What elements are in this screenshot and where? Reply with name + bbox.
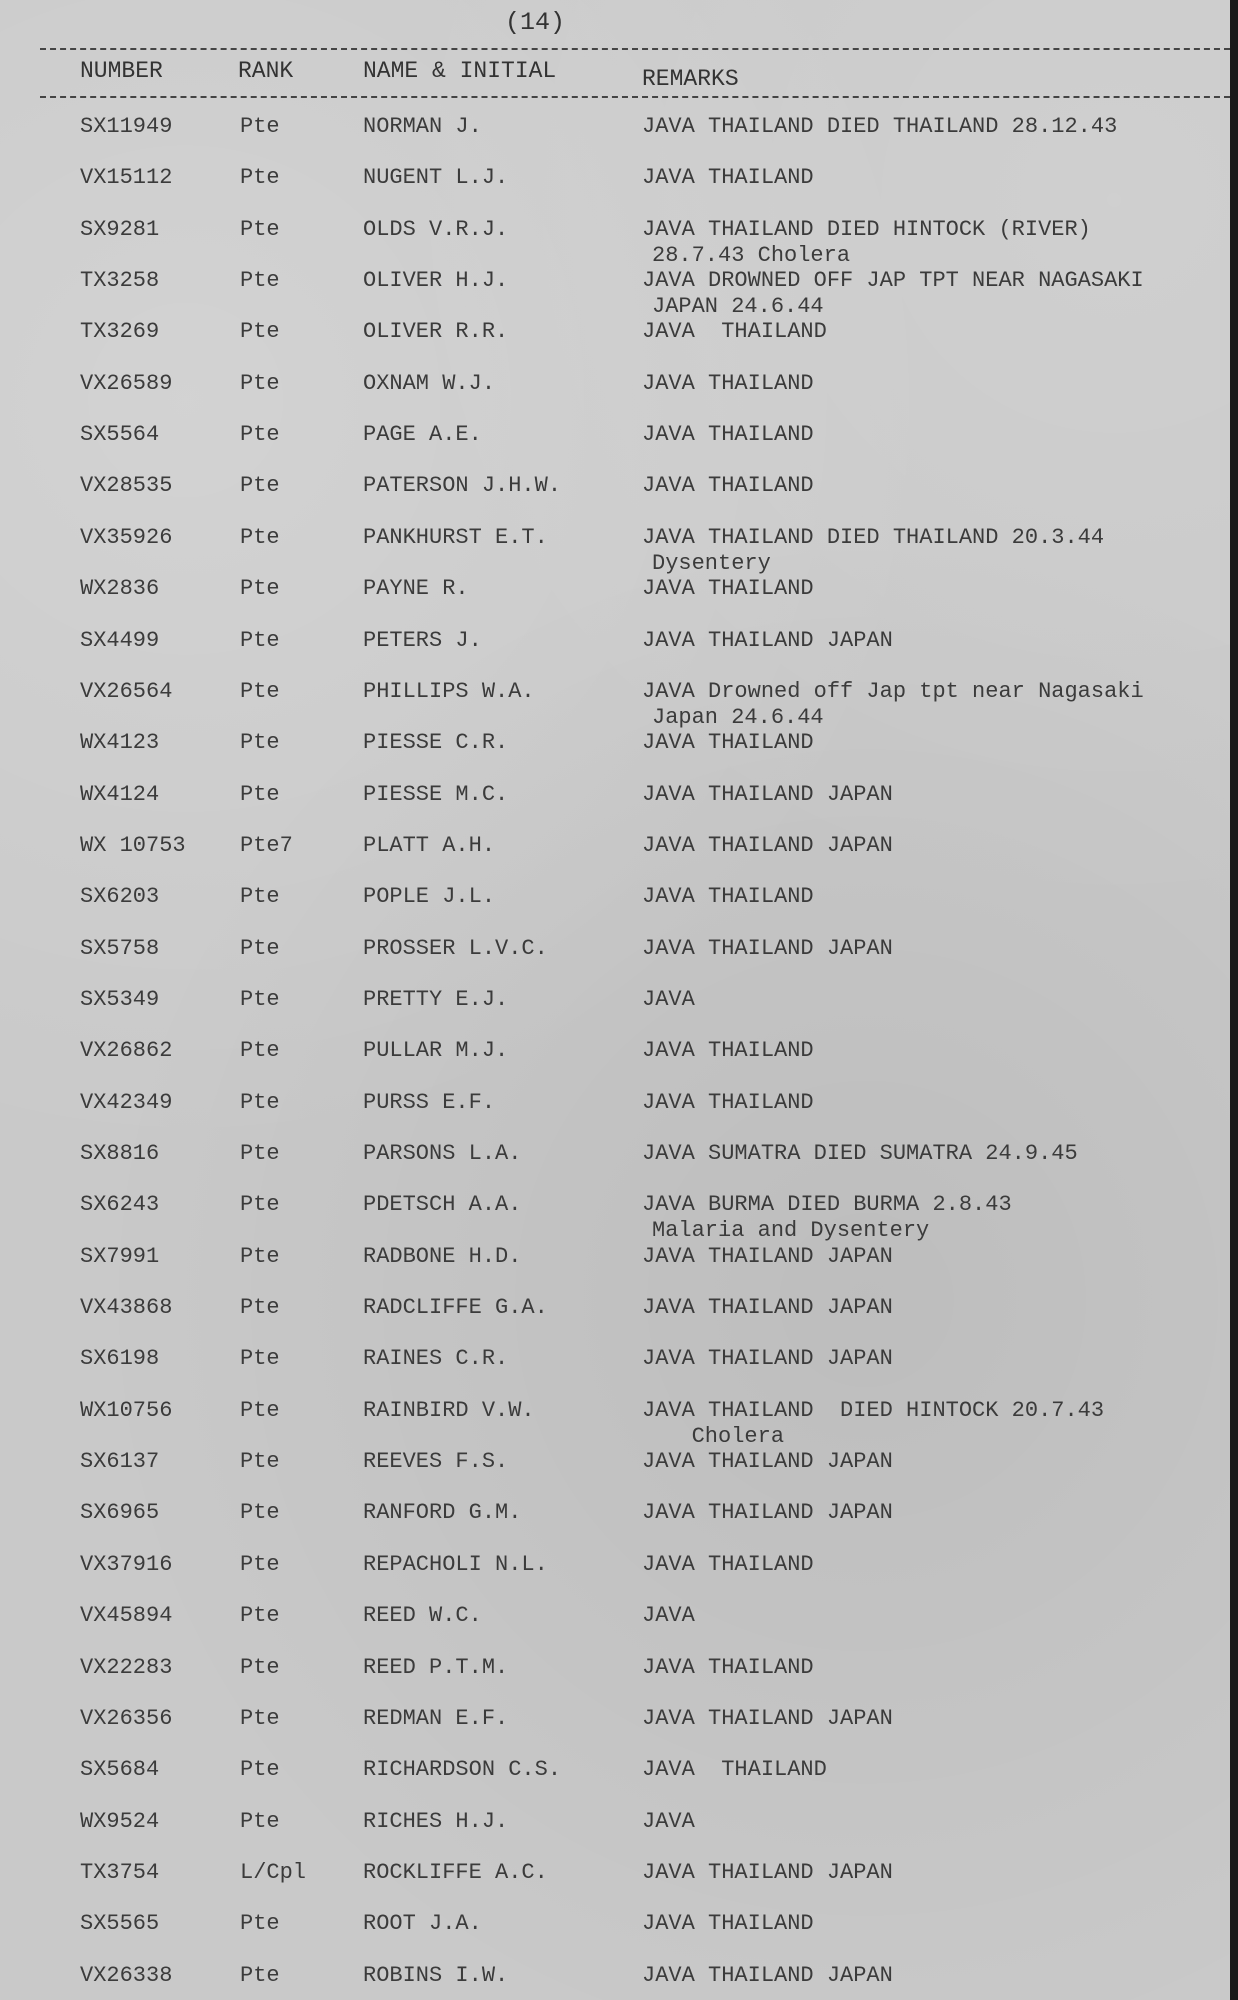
row-rank: Pte: [240, 1962, 280, 1988]
row-number: SX6965: [80, 1500, 160, 1526]
table-row: [0, 884, 1238, 934]
row-number: SX8816: [80, 1141, 160, 1166]
row-number: VX26356: [80, 1705, 173, 1731]
row-number: VX15112: [80, 165, 173, 191]
row-remarks: JAVA THAILAND: [642, 730, 814, 756]
row-remarks-continued: Cholera: [652, 1423, 785, 1449]
row-name: PHILLIPS W.A.: [363, 678, 535, 704]
table-row: [0, 576, 1238, 626]
row-rank: Pte: [240, 1705, 280, 1731]
row-remarks: JAVA: [642, 1808, 695, 1834]
header-rank: RANK: [238, 58, 294, 84]
row-name: PROSSER L.V.C.: [363, 935, 548, 961]
row-remarks: JAVA THAILAND: [642, 1038, 814, 1064]
row-number: SX6243: [80, 1192, 160, 1218]
table-row: [0, 473, 1238, 523]
row-name: RADCLIFFE G.A.: [363, 1295, 548, 1321]
row-rank: Pte: [240, 268, 280, 294]
row-number: SX7991: [80, 1243, 160, 1269]
table-row: [0, 1244, 1238, 1294]
row-remarks: JAVA: [642, 1603, 695, 1629]
row-number: SX6198: [80, 1346, 160, 1372]
row-number: WX4124: [80, 781, 160, 807]
table-row: [0, 1706, 1238, 1756]
row-remarks: JAVA THAILAND: [642, 884, 814, 910]
row-rank: Pte: [240, 1192, 280, 1218]
row-number: WX4123: [80, 730, 160, 756]
row-rank: Pte: [240, 935, 280, 961]
row-number: VX28535: [80, 473, 173, 499]
table-row: [0, 987, 1238, 1037]
row-name: REEVES F.S.: [363, 1449, 509, 1475]
row-rank: Pte: [240, 114, 280, 139]
table-row: [0, 1090, 1238, 1140]
row-rank: Pte: [240, 986, 280, 1012]
row-rank: Pte: [240, 473, 280, 499]
row-name: OLIVER R.R.: [363, 319, 509, 345]
table-row: [0, 165, 1238, 215]
row-remarks: JAVA DROWNED OFF JAP TPT NEAR NAGASAKI: [642, 268, 1144, 294]
table-row: [0, 268, 1238, 318]
row-number: SX11949: [80, 114, 173, 139]
row-name: RAINES C.R.: [363, 1346, 509, 1372]
row-number: TX3258: [80, 268, 160, 294]
row-rank: Pte7: [240, 832, 293, 858]
row-remarks: JAVA THAILAND DIED HINTOCK (RIVER): [642, 216, 1091, 242]
row-remarks: JAVA Drowned off Jap tpt near Nagasaki: [642, 678, 1144, 704]
row-remarks: JAVA THAILAND: [642, 576, 814, 602]
row-remarks-continued: Malaria and Dysentery: [652, 1218, 930, 1244]
row-number: SX5684: [80, 1757, 160, 1783]
table-row: [0, 217, 1238, 267]
row-rank: Pte: [240, 884, 280, 910]
table-row: [0, 1860, 1238, 1910]
row-remarks: JAVA SUMATRA DIED SUMATRA 24.9.45: [642, 1141, 1078, 1166]
row-rank: Pte: [240, 1911, 280, 1937]
table-row: [0, 782, 1238, 832]
row-remarks: JAVA THAILAND JAPAN: [642, 1449, 893, 1475]
row-remarks-continued: Japan 24.6.44: [652, 704, 824, 730]
row-name: REED W.C.: [363, 1603, 482, 1629]
row-name: REED P.T.M.: [363, 1654, 509, 1680]
row-rank: Pte: [240, 524, 280, 550]
row-number: VX26862: [80, 1038, 173, 1064]
row-rank: Pte: [240, 319, 280, 345]
row-rank: L/Cpl: [240, 1859, 307, 1885]
row-number: SX4499: [80, 627, 160, 653]
row-name: RADBONE H.D.: [363, 1243, 522, 1269]
row-name: NORMAN J.: [363, 114, 482, 139]
row-number: SX5349: [80, 986, 160, 1012]
row-remarks: JAVA THAILAND: [642, 422, 814, 448]
row-name: PETERS J.: [363, 627, 482, 653]
row-number: VX45894: [80, 1603, 173, 1629]
row-name: PANKHURST E.T.: [363, 524, 548, 550]
row-name: PAGE A.E.: [363, 422, 482, 448]
table-row: [0, 319, 1238, 369]
row-number: SX9281: [80, 216, 160, 242]
table-row: [0, 1911, 1238, 1961]
row-remarks: JAVA THAILAND JAPAN: [642, 1500, 893, 1526]
row-number: WX10756: [80, 1397, 173, 1423]
row-number: VX26589: [80, 370, 173, 396]
row-rank: Pte: [240, 1295, 280, 1321]
table-row: [0, 936, 1238, 986]
table-row: [0, 1603, 1238, 1653]
row-remarks: JAVA THAILAND: [642, 1911, 814, 1937]
row-rank: Pte: [240, 165, 280, 191]
row-remarks: JAVA THAILAND DIED HINTOCK 20.7.43: [642, 1397, 1105, 1423]
row-number: TX3754: [80, 1859, 160, 1885]
row-number: SX5564: [80, 422, 160, 448]
page-edge-shadow: [1230, 0, 1238, 2000]
row-name: PIESSE C.R.: [363, 730, 509, 756]
row-name: REDMAN E.F.: [363, 1705, 509, 1731]
row-number: SX5565: [80, 1911, 160, 1937]
table-row: [0, 1141, 1238, 1191]
row-remarks: JAVA THAILAND: [642, 319, 827, 345]
row-number: TX3269: [80, 319, 160, 345]
row-rank: Pte: [240, 781, 280, 807]
row-remarks: JAVA THAILAND: [642, 473, 814, 499]
row-name: NUGENT L.J.: [363, 165, 509, 191]
row-rank: Pte: [240, 678, 280, 704]
row-number: VX37916: [80, 1551, 173, 1577]
row-name: PATERSON J.H.W.: [363, 473, 562, 499]
row-rank: Pte: [240, 1757, 280, 1783]
page-number: (14): [505, 8, 566, 37]
row-number: WX2836: [80, 576, 160, 602]
row-rank: Pte: [240, 627, 280, 653]
row-name: ROOT J.A.: [363, 1911, 482, 1937]
row-rank: Pte: [240, 576, 280, 602]
row-rank: Pte: [240, 1397, 280, 1423]
row-rank: Pte: [240, 1089, 280, 1115]
row-name: PARSONS L.A.: [363, 1141, 522, 1166]
row-remarks: JAVA: [642, 986, 695, 1012]
row-rank: Pte: [240, 730, 280, 756]
row-rank: Pte: [240, 1654, 280, 1680]
table-row: [0, 1192, 1238, 1242]
table-row: [0, 1449, 1238, 1499]
row-number: VX22283: [80, 1654, 173, 1680]
row-remarks: JAVA THAILAND JAPAN: [642, 627, 893, 653]
row-remarks: JAVA THAILAND JAPAN: [642, 781, 893, 807]
row-rank: Pte: [240, 1038, 280, 1064]
row-rank: Pte: [240, 1500, 280, 1526]
table-row: [0, 525, 1238, 575]
table-row: [0, 1346, 1238, 1396]
row-rank: Pte: [240, 1449, 280, 1475]
table-row: [0, 371, 1238, 421]
row-remarks: JAVA THAILAND JAPAN: [642, 935, 893, 961]
row-name: RICHES H.J.: [363, 1808, 509, 1834]
row-name: RANFORD G.M.: [363, 1500, 522, 1526]
row-remarks: JAVA THAILAND DIED THAILAND 20.3.44: [642, 524, 1105, 550]
table-row: [0, 1500, 1238, 1550]
row-number: VX26338: [80, 1962, 173, 1988]
row-remarks: JAVA THAILAND: [642, 1551, 814, 1577]
row-remarks: JAVA THAILAND JAPAN: [642, 832, 893, 858]
row-number: VX35926: [80, 524, 173, 550]
row-rank: Pte: [240, 1346, 280, 1372]
table-row: [0, 1295, 1238, 1345]
row-name: RICHARDSON C.S.: [363, 1757, 562, 1783]
table-row: [0, 730, 1238, 780]
header-remarks: REMARKS: [642, 66, 739, 92]
row-number: SX6203: [80, 884, 160, 910]
table-row: [0, 1398, 1238, 1448]
row-remarks: JAVA THAILAND JAPAN: [642, 1859, 893, 1885]
row-remarks: JAVA BURMA DIED BURMA 2.8.43: [642, 1192, 1012, 1218]
row-name: POPLE J.L.: [363, 884, 496, 910]
row-rank: Pte: [240, 1603, 280, 1629]
row-remarks: JAVA THAILAND: [642, 1654, 814, 1680]
row-name: PURSS E.F.: [363, 1089, 496, 1115]
table-row: [0, 1963, 1238, 2000]
table-row: [0, 833, 1238, 883]
row-remarks: JAVA THAILAND: [642, 165, 814, 191]
row-name: PLATT A.H.: [363, 832, 496, 858]
row-number: VX42349: [80, 1089, 173, 1115]
row-number: SX6137: [80, 1449, 160, 1475]
row-remarks-continued: 28.7.43 Cholera: [652, 242, 851, 268]
row-name: OXNAM W.J.: [363, 370, 496, 396]
row-rank: Pte: [240, 1551, 280, 1577]
row-name: RAINBIRD V.W.: [363, 1397, 535, 1423]
row-number: VX26564: [80, 678, 173, 704]
table-row: [0, 1552, 1238, 1602]
table-row: [0, 114, 1238, 164]
row-rank: Pte: [240, 216, 280, 242]
row-name: OLDS V.R.J.: [363, 216, 509, 242]
row-remarks: JAVA THAILAND JAPAN: [642, 1962, 893, 1988]
header-name: NAME & INITIAL: [363, 58, 557, 84]
table-row: [0, 628, 1238, 678]
table-row: [0, 1809, 1238, 1859]
row-remarks: JAVA THAILAND DIED THAILAND 28.12.43: [642, 114, 1118, 139]
row-remarks: JAVA THAILAND: [642, 1757, 827, 1783]
row-number: SX5758: [80, 935, 160, 961]
row-rank: Pte: [240, 1808, 280, 1834]
row-name: PAYNE R.: [363, 576, 469, 602]
row-name: PRETTY E.J.: [363, 986, 509, 1012]
row-rank: Pte: [240, 422, 280, 448]
row-name: ROBINS I.W.: [363, 1962, 509, 1988]
table-row: [0, 679, 1238, 729]
table-row: [0, 1655, 1238, 1705]
row-remarks: JAVA THAILAND JAPAN: [642, 1705, 893, 1731]
row-name: PIESSE M.C.: [363, 781, 509, 807]
table-row: [0, 422, 1238, 472]
row-rank: Pte: [240, 1243, 280, 1269]
table-row: [0, 1038, 1238, 1088]
row-remarks: JAVA THAILAND JAPAN: [642, 1295, 893, 1321]
row-remarks: JAVA THAILAND JAPAN: [642, 1346, 893, 1372]
row-remarks: JAVA THAILAND JAPAN: [642, 1243, 893, 1269]
row-remarks: JAVA THAILAND: [642, 370, 814, 396]
row-remarks-continued: Dysentery: [652, 550, 771, 576]
row-name: PDETSCH A.A.: [363, 1192, 522, 1218]
row-name: ROCKLIFFE A.C.: [363, 1859, 548, 1885]
table-row: [0, 1757, 1238, 1807]
row-rank: Pte: [240, 370, 280, 396]
row-remarks: JAVA THAILAND: [642, 1089, 814, 1115]
row-name: PULLAR M.J.: [363, 1038, 509, 1064]
row-number: WX9524: [80, 1808, 160, 1834]
row-number: VX43868: [80, 1295, 173, 1321]
row-number: WX 10753: [80, 832, 186, 858]
row-name: OLIVER H.J.: [363, 268, 509, 294]
row-name: REPACHOLI N.L.: [363, 1551, 548, 1577]
row-rank: Pte: [240, 1141, 280, 1166]
header-number: NUMBER: [80, 58, 163, 84]
row-remarks-continued: JAPAN 24.6.44: [652, 294, 824, 320]
